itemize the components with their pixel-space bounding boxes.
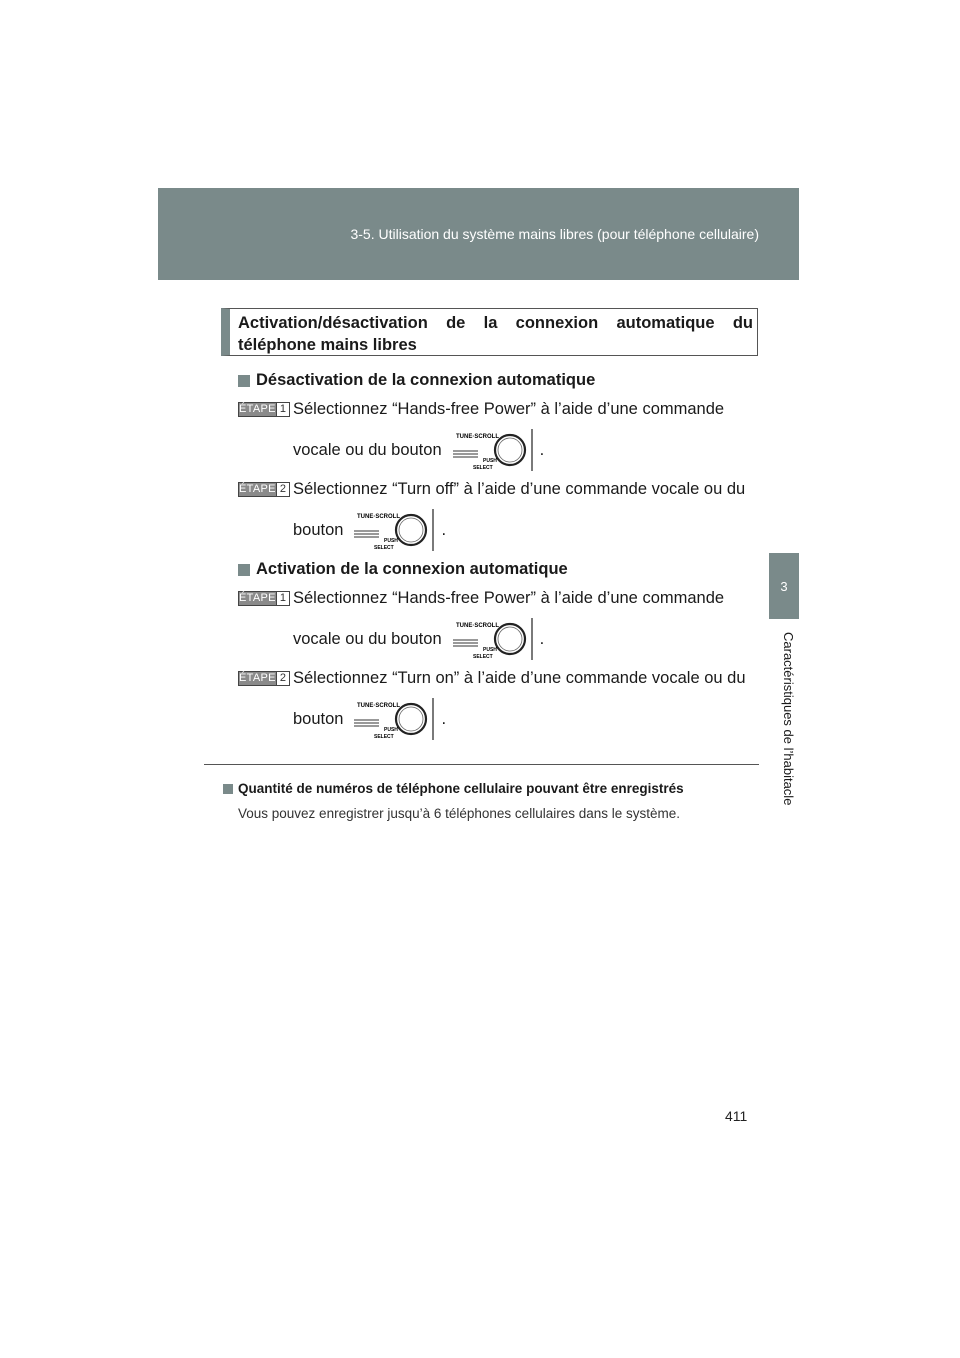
knob-label-select: SELECT (472, 654, 493, 660)
step-badge: ÉTAPE 2 (238, 482, 290, 497)
step-text: Sélectionnez “Turn off” à l’aide d’une commande vocale ou du (293, 480, 746, 498)
knob-label-tune: TUNE·SCROLL (455, 434, 499, 440)
note-body: Vous pouvez enregistrer jusqu’à 6 téléphones cellulaires dans le système. (238, 806, 681, 821)
section-title: Activation/désactivation de la connexion automatique du téléphone mains libres (221, 308, 758, 356)
step-continuation: vocale ou du bouton TUNE·SCROLL PUSH SELECT . (293, 429, 544, 471)
tune-scroll-knob-icon (349, 698, 437, 740)
step-badge: ÉTAPE 2 (238, 671, 290, 686)
step-continuation: bouton TUNE·SCROLL PUSH SELECT . (293, 698, 446, 740)
step-text: Sélectionnez “Turn on” à l’aide d’une commande vocale ou du (293, 669, 746, 687)
step-badge: ÉTAPE 1 (238, 402, 290, 417)
step-continuation: vocale ou du bouton TUNE·SCROLL PUSH SELECT . (293, 618, 544, 660)
knob-label-tune: TUNE·SCROLL (357, 703, 401, 709)
step-badge: ÉTAPE 1 (238, 591, 290, 606)
square-bullet-icon (223, 784, 233, 794)
page-number: 411 (725, 1108, 748, 1124)
knob-label-select: SELECT (374, 545, 395, 551)
knob-label-select: SELECT (472, 465, 493, 471)
subsection-heading (238, 560, 568, 579)
knob-label-tune: TUNE·SCROLL (357, 514, 401, 520)
knob-label-push: PUSH (384, 727, 399, 733)
breadcrumb: 3-5. Utilisation du système mains libres (pour téléphone cellulaire) (350, 226, 759, 242)
knob-label-tune: TUNE·SCROLL (455, 623, 499, 629)
step-continuation: bouton TUNE·SCROLL PUSH SELECT . (293, 509, 446, 551)
knob-label-push: PUSH (482, 458, 497, 464)
tune-scroll-knob-icon (349, 509, 437, 551)
knob-label-select: SELECT (374, 734, 395, 740)
subsection-heading (238, 371, 595, 390)
step-text: Sélectionnez “Hands-free Power” à l’aide d’une commande (293, 589, 725, 607)
note-heading (223, 781, 684, 796)
tune-scroll-knob-icon (448, 429, 536, 471)
knob-label-push: PUSH (482, 647, 497, 653)
knob-label-push: PUSH (384, 538, 399, 544)
subsection-title: Désactivation de la connexion automatique (256, 371, 596, 389)
divider (204, 764, 759, 765)
chapter-title: Caractéristiques de l’habitacle (781, 632, 796, 806)
square-bullet-icon (238, 375, 250, 387)
note-title: Quantité de numéros de téléphone cellulaire pouvant être enregistrés (238, 781, 684, 796)
tune-scroll-knob-icon (448, 618, 536, 660)
square-bullet-icon (238, 564, 250, 576)
header-band (158, 188, 799, 280)
chapter-tab: 3 (769, 553, 799, 619)
subsection-title: Activation de la connexion automatique (256, 560, 568, 578)
step-text: Sélectionnez “Hands-free Power” à l’aide d’une commande (293, 400, 725, 418)
